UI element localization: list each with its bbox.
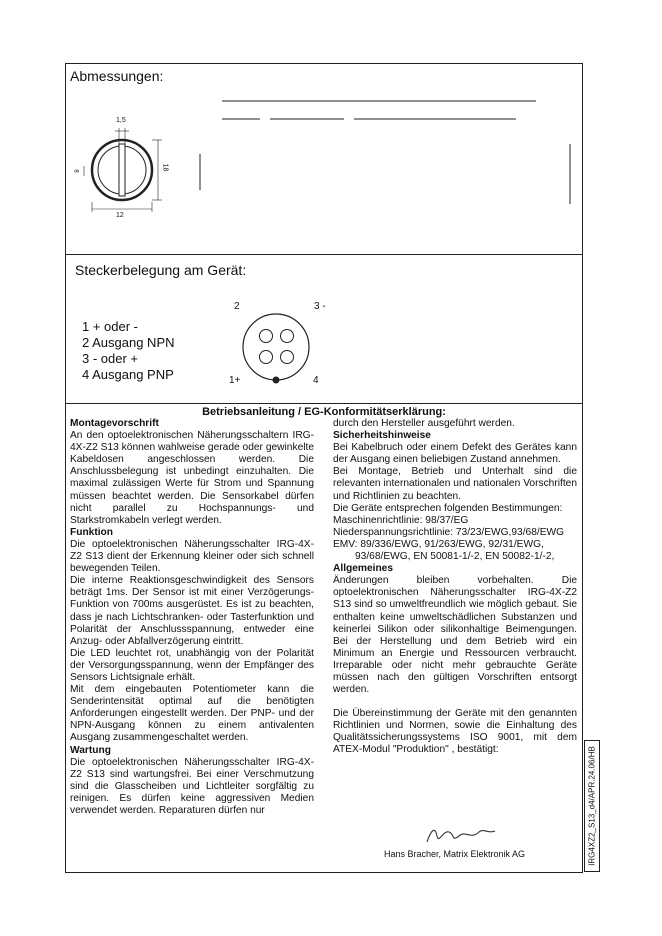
pin-2: 2 Ausgang NPN — [82, 335, 175, 350]
diagram-pin-4: 4 — [313, 375, 319, 386]
sensor-dimension-drawing — [72, 114, 192, 224]
para-funktion-3: Die LED leuchtet rot, unabhängig von der Polarität der Versorgungsspannung, wenn der Empfänger des Sensors Lichtsignale erhält. — [70, 647, 314, 683]
directive-2: Niederspannungsrichtlinie: 73/23/EWG,93/68/EWG — [333, 526, 565, 538]
diagram-pin-2: 2 — [234, 301, 240, 312]
pin-list — [82, 319, 175, 383]
dim-label-width: 12 — [116, 212, 124, 219]
right-column — [333, 418, 577, 757]
connector-pin-diagram — [238, 309, 318, 389]
dim-label-height: 18 — [161, 163, 169, 172]
left-column — [70, 418, 314, 817]
doc-title: Betriebsanleitung / EG-Konformitätserklärung: — [202, 406, 446, 418]
para-funktion-4: Mit dem eingebauten Potentiometer kann die Senderintensität optimal auf die benötigten Anforderungen eingestellt werden. Der PNP- und der NPN-Ausgang können zu einem antivalenten Ausgang zusammengeschaltet werden. — [70, 684, 314, 744]
pin-1: 1 + oder - — [82, 319, 139, 334]
divider-2 — [66, 403, 582, 404]
signature-scribble — [421, 822, 501, 848]
para-sicherheit-3: Die Geräte entsprechen folgenden Bestimmungen: — [333, 502, 563, 514]
directive-1: Maschinenrichtlinie: 98/37/EG — [333, 514, 469, 526]
heading-sicherheit: Sicherheitshinweise — [333, 430, 431, 442]
blank-table-lines — [196, 94, 576, 224]
pin-4: 4 Ausgang PNP — [82, 367, 174, 382]
para-sicherheit-2: Bei Montage, Betrieb und Unterhalt sind die relevanten internationalen und nationalen Vorschriften und Richtlinien zu beachten. — [333, 466, 577, 502]
connector-title: Steckerbelegung am Gerät: — [75, 262, 247, 278]
directive-3: EMV: 89/336/EWG, 91/263/EWG, 92/31/EWG, — [333, 538, 544, 550]
para-funktion-2: Die interne Reaktionsgeschwindigkeit des Sensors beträgt 1ms. Der Sensor ist mit einer Verzögerungs-Funktion von 700ms ausgerüstet. Es ist zu beachten, dass je nach Lichtschranken- oder Tasterfunktion und Polarität der Anschlussspannung, entweder eine Anzug- oder Abfallverzögerung eintritt. — [70, 575, 314, 647]
para-continued: durch den Hersteller ausgeführt werden. — [333, 418, 515, 429]
side-code-box — [584, 740, 600, 872]
heading-funktion: Funktion — [70, 526, 114, 538]
document-frame — [65, 63, 583, 873]
diagram-pin-1: 1+ — [229, 375, 241, 386]
heading-allgemeines: Allgemeines — [333, 563, 394, 575]
heading-montage: Montagevorschrift — [70, 418, 159, 429]
diagram-pin-3: 3 - — [314, 301, 326, 312]
dim-label-small: 8 — [72, 169, 79, 173]
para-wartung: Die optoelektronischen Näherungsschalter IRG-4X-Z2 S13 sind wartungsfrei. Bei einer Verschmutzung sind die Glasscheiben und Lichtleiter sorgfältig zu reinigen. Es dürfen keine aggressiven Medien verwendet werden. Reparaturen dürfen nur — [70, 756, 314, 816]
pin-3: 3 - oder + — [82, 351, 139, 366]
directive-4: 93/68/EWG, EN 50081-1/-2, EN 50082-1/-2, — [355, 551, 555, 563]
dim-label-slot: 1,5 — [116, 117, 126, 124]
para-konformitaet: Die Übereinstimmung der Geräte mit den genannten Richtlinien und Normen, sowie die Einhaltung des Qualitätssicherungssystems ISO 9001, mit dem ATEX-Modul "Produktion" , bestätigt: — [333, 708, 577, 756]
para-allgemeines: Änderungen bleiben vorbehalten. Die optoelektronischen Näherungsschalter IRG-4X-Z2 S13 sind so umweltfreundlich wie möglich gebaut. Sie enthalten keine umweltschädlichen Substanzen und keinerlei Silikon oder silikonhaltige Beimengungen. Bei der Herstellung und dem Betrieb wird ein Minimum an Energie und Ressourcen verbraucht. Irreparable oder nicht mehr gebrauchte Geräte müssen nach den gültigen Vorschriften entsorgt werden. — [333, 575, 577, 696]
para-funktion-1: Die optoelektronischen Näherungsschalter IRG-4X-Z2 S13 dient der Erkennung kleiner oder sich schnell bewegenden Teilen. — [70, 538, 314, 575]
heading-wartung: Wartung — [70, 744, 111, 756]
divider-1 — [66, 254, 582, 255]
side-code: IRG4XZ2_S13_d4/APR.24.06/HB — [587, 746, 597, 866]
signature-name: Hans Bracher, Matrix Elektronik AG — [384, 849, 526, 859]
dimensions-title: Abmessungen: — [70, 68, 164, 84]
para-montage: An den optoelektronischen Näherungsschaltern IRG-4X-Z2 S13 können wahlweise gerade oder gewinkelte Kabeldosen angeschlossen werden. Die Anschlussbelegung ist unbedingt einzuhalten. Die maximal zulässigen Werte für Strom und Spannung müssen beachtet werden. Die Sensorkabel dürfen nicht parallel zu Hochspannungs- und Starkstromkabeln verlegt werden. — [70, 430, 314, 526]
para-sicherheit-1: Bei Kabelbruch oder einem Defekt des Gerätes kann der Ausgang einen beliebigen Zustand annehmen. — [333, 442, 577, 466]
